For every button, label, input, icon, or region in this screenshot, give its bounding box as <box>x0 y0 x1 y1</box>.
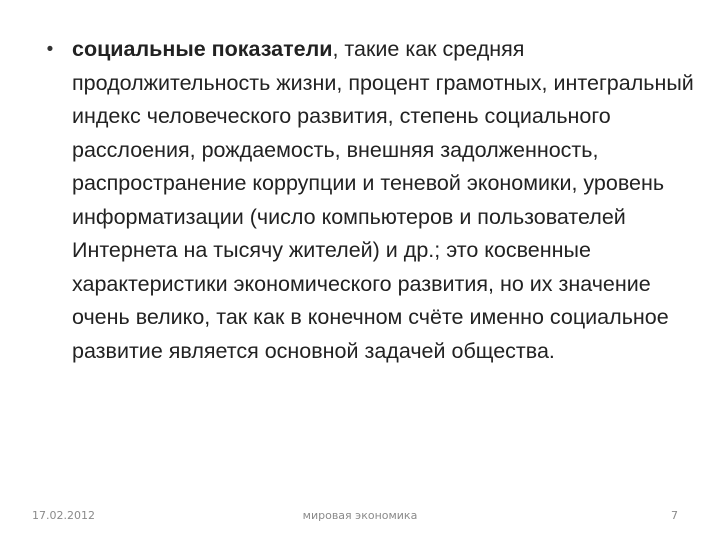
bullet-body-text: , такие как средняя продолжительность жизни, процент грамотных, интегральный индекс человеческого развития, степень социального расслоения, рождаемость, внешняя задолженность, распространение коррупции и теневой экономики, уровень информатизации (число компьютеров и пользователей Интернета на тысячу жителей) и др.; это косвенные характеристики экономического развития, но их значение очень велико, так как в конечном счёте именно социальное развитие является основной задачей общества. <box>72 37 694 363</box>
bold-term: социальные показатели <box>72 37 333 61</box>
bullet-icon: • <box>46 39 54 60</box>
footer-date: 17.02.2012 <box>32 509 95 522</box>
bullet-item <box>40 33 695 368</box>
footer-title: мировая экономика <box>302 509 418 522</box>
footer-page-number: 7 <box>671 509 678 522</box>
slide-content <box>40 33 695 368</box>
